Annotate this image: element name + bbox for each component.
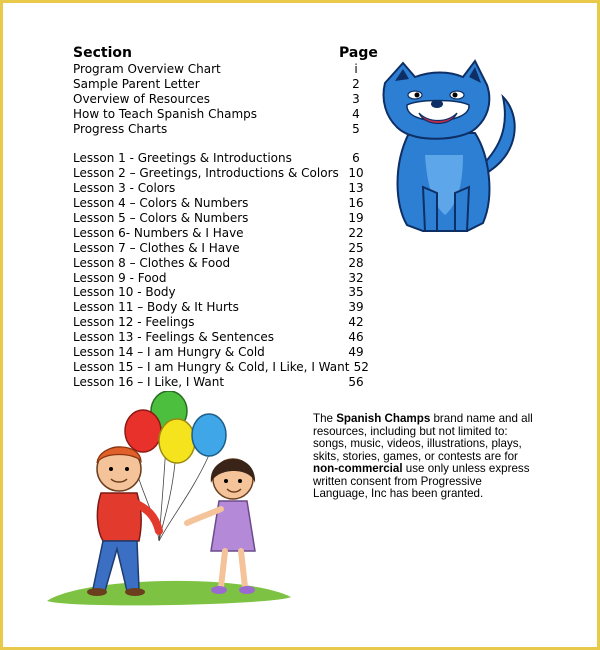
lesson-title: Lesson 14 – I am Hungry & Cold	[73, 345, 265, 360]
toc-entry-page: 4	[352, 106, 360, 121]
lesson-page: 28	[348, 255, 364, 270]
page-column-header: Page	[339, 45, 378, 61]
lesson-entry	[73, 285, 373, 300]
lesson-title: Lesson 10 - Body	[73, 285, 176, 300]
toc-entry-title: Program Overview Chart	[73, 62, 221, 76]
lesson-title: Lesson 2 – Greetings, Introductions & Colors	[73, 166, 339, 181]
lesson-entry	[73, 315, 373, 330]
lesson-title: Lesson 15 – I am Hungry & Cold, I Like, I Want	[73, 359, 350, 374]
toc-entry	[73, 92, 373, 107]
lesson-title: Lesson 16 – I Like, I Want	[73, 374, 225, 389]
lesson-entry	[73, 151, 373, 166]
notice-text: use only unless express written consent from Progressive Language, Inc has been granted.	[313, 462, 530, 500]
lesson-page: 19	[348, 211, 364, 226]
toc-header	[73, 45, 378, 61]
toc-entry-title: Sample Parent Letter	[73, 76, 200, 91]
lesson-entry	[73, 196, 373, 211]
toc-entry-page: 2	[352, 76, 360, 91]
lesson-title: Lesson 4 – Colors & Numbers	[73, 196, 249, 211]
toc-entry	[73, 62, 373, 77]
lesson-page: 22	[348, 225, 364, 240]
lesson-title: Lesson 8 – Clothes & Food	[73, 255, 231, 270]
lesson-page: 16	[348, 196, 364, 211]
lesson-page: 39	[348, 300, 364, 315]
toc-spacer	[73, 136, 373, 151]
lesson-entry	[73, 211, 373, 226]
lesson-entry	[73, 226, 373, 241]
lesson-entry	[73, 360, 373, 375]
notice-text: brand name and all resources, including but not limited to: songs, music, videos, illustrations, plays, skits, stories, games, or contests are for	[313, 412, 533, 463]
toc-entry-title: Overview of Resources	[73, 91, 210, 106]
lesson-title: Lesson 12 - Feelings	[73, 315, 195, 330]
lesson-page: 13	[348, 181, 364, 196]
lesson-page: 56	[348, 374, 364, 389]
lesson-page: 42	[348, 315, 364, 330]
lesson-entry	[73, 256, 373, 271]
lesson-title: Lesson 5 – Colors & Numbers	[73, 211, 249, 226]
toc-entry-title: How to Teach Spanish Champs	[73, 106, 257, 121]
lesson-title: Lesson 6- Numbers & I Have	[73, 225, 244, 240]
lesson-page: 32	[348, 270, 364, 285]
lesson-title: Lesson 9 - Food	[73, 270, 167, 285]
lesson-title: Lesson 7 – Clothes & I Have	[73, 240, 240, 255]
brand-name: Spanish Champs	[336, 412, 431, 425]
lesson-title: Lesson 3 - Colors	[73, 181, 176, 196]
non-commercial-emphasis: non-commercial	[313, 462, 403, 475]
kids-with-balloons-illustration	[43, 391, 293, 611]
lesson-page: 49	[348, 345, 364, 360]
lesson-entry	[73, 375, 373, 390]
lesson-page: 10	[348, 166, 364, 181]
lesson-page: 25	[348, 240, 364, 255]
lesson-page: 6	[352, 151, 360, 166]
lesson-entry	[73, 271, 373, 286]
toc-entry	[73, 107, 373, 122]
section-column-header: Section	[73, 45, 132, 61]
lesson-entry	[73, 166, 373, 181]
notice-text: The	[313, 412, 337, 425]
toc-entry-page: 5	[352, 121, 360, 136]
lesson-entry	[73, 330, 373, 345]
lesson-page: 52	[353, 359, 369, 374]
lesson-entry	[73, 241, 373, 256]
lesson-title: Lesson 11 – Body & It Hurts	[73, 300, 239, 315]
lesson-title: Lesson 13 - Feelings & Sentences	[73, 330, 275, 345]
lesson-entry	[73, 181, 373, 196]
toc-entry	[73, 77, 373, 92]
lesson-page: 46	[348, 330, 364, 345]
lesson-page: 35	[348, 285, 364, 300]
toc-entry-page: 3	[352, 91, 360, 106]
wolf-mascot-illustration	[371, 55, 521, 240]
toc-entry-page: i	[354, 62, 358, 76]
lesson-title: Lesson 1 - Greetings & Introductions	[73, 151, 292, 166]
toc-entry	[73, 122, 373, 137]
lesson-entry	[73, 300, 373, 315]
lesson-entry	[73, 345, 373, 360]
toc-entry-title: Progress Charts	[73, 121, 168, 136]
copyright-notice	[313, 413, 535, 501]
table-of-contents	[73, 45, 378, 390]
